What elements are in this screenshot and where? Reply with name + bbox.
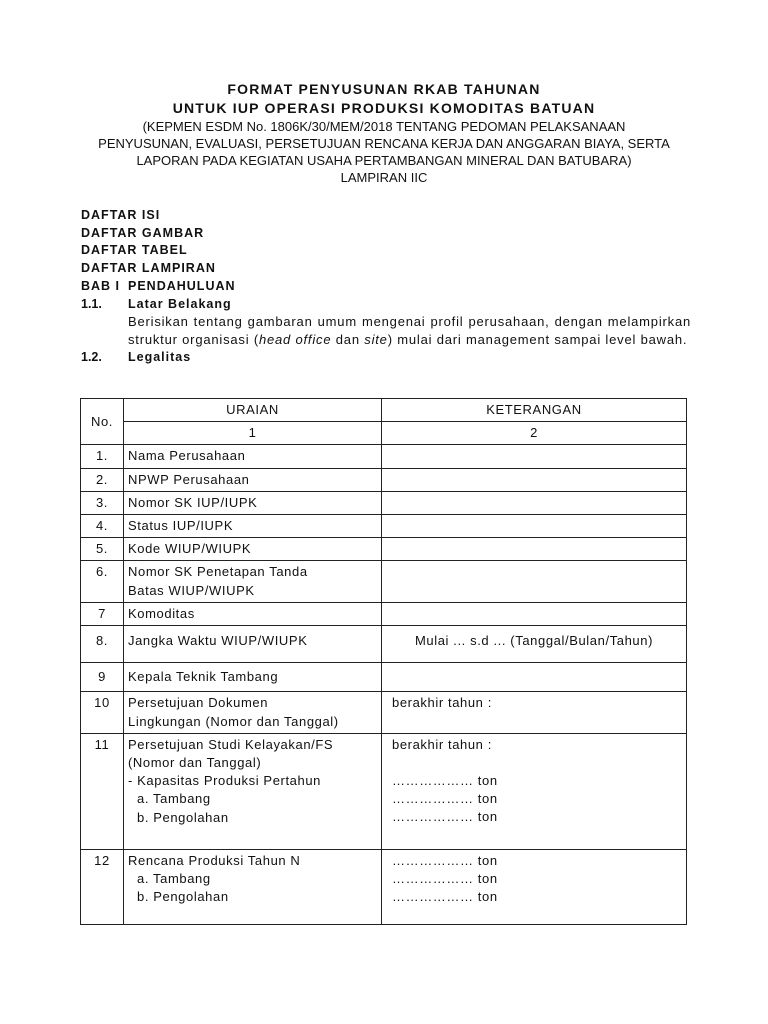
title-line-1: FORMAT PENYUSUNAN RKAB TAHUNAN bbox=[227, 81, 541, 97]
uraian-line: Nomor SK Penetapan Tanda bbox=[128, 564, 308, 580]
paragraph-italic-site: site bbox=[364, 332, 388, 348]
row-keterangan bbox=[382, 491, 687, 514]
toc-daftar-isi: DAFTAR ISI bbox=[81, 208, 161, 222]
row-uraian: Kepala Teknik Tambang bbox=[124, 663, 382, 692]
row-keterangan bbox=[382, 663, 687, 692]
background-paragraph bbox=[128, 313, 691, 349]
chapter-title: PENDAHULUAN bbox=[128, 278, 236, 293]
uraian-line: Persetujuan Studi Kelayakan/FS bbox=[128, 736, 334, 752]
table-column-number-row bbox=[81, 422, 687, 445]
header-no: No. bbox=[81, 399, 124, 445]
table-row bbox=[81, 733, 687, 849]
table-row bbox=[81, 561, 687, 602]
uraian-line: - Kapasitas Produksi Pertahun bbox=[128, 773, 321, 789]
keterangan-line: berakhir tahun : bbox=[392, 736, 492, 752]
keterangan-line: ……………… ton bbox=[392, 871, 498, 887]
keterangan-line: ……………… ton bbox=[392, 852, 498, 868]
keterangan-line: ……………… ton bbox=[392, 773, 498, 789]
row-number: 9 bbox=[81, 663, 124, 692]
keterangan-line: ……………… ton bbox=[392, 809, 498, 825]
row-uraian: Nomor SK IUP/IUPK bbox=[124, 491, 382, 514]
row-uraian: Jangka Waktu WIUP/WIUPK bbox=[124, 626, 382, 663]
uraian-line: (Nomor dan Tanggal) bbox=[128, 755, 262, 771]
header-keterangan: KETERANGAN bbox=[382, 399, 687, 422]
title-line-2: UNTUK IUP OPERASI PRODUKSI KOMODITAS BATUAN bbox=[172, 100, 596, 116]
row-uraian: Kode WIUP/WIUPK bbox=[124, 538, 382, 561]
paragraph-italic-head-office: head office bbox=[258, 332, 332, 348]
row-number: 8. bbox=[81, 626, 124, 663]
row-uraian: Status IUP/IUPK bbox=[124, 515, 382, 538]
uraian-line: a. Tambang bbox=[137, 871, 211, 887]
table-row bbox=[81, 491, 687, 514]
paragraph-text: Berisikan tentang gambaran umum mengenai profil perusahaan, dengan melampirkan struktur organisasi ( bbox=[128, 314, 691, 348]
row-keterangan bbox=[382, 515, 687, 538]
section-title: Latar Belakang bbox=[128, 296, 232, 311]
row-keterangan bbox=[382, 468, 687, 491]
row-number: 6. bbox=[81, 561, 124, 602]
toc-daftar-gambar: DAFTAR GAMBAR bbox=[81, 225, 205, 240]
uraian-line: a. Tambang bbox=[137, 791, 211, 807]
row-number: 1. bbox=[81, 445, 124, 468]
row-number: 10 bbox=[81, 692, 124, 733]
document-header bbox=[60, 80, 708, 186]
table-row bbox=[81, 663, 687, 692]
column-number-1: 1 bbox=[124, 422, 382, 445]
row-keterangan bbox=[382, 602, 687, 625]
table-row bbox=[81, 538, 687, 561]
row-number: 2. bbox=[81, 468, 124, 491]
table-row bbox=[81, 515, 687, 538]
table-row bbox=[81, 626, 687, 663]
chapter-number: BAB I bbox=[81, 278, 121, 293]
table-header-row bbox=[81, 399, 687, 422]
section-title: Legalitas bbox=[128, 350, 192, 365]
toc-daftar-lampiran: DAFTAR LAMPIRAN bbox=[81, 261, 216, 276]
row-uraian: Komoditas bbox=[124, 602, 382, 625]
row-number: 5. bbox=[81, 538, 124, 561]
keterangan-line: ……………… ton bbox=[392, 791, 498, 807]
row-keterangan bbox=[382, 849, 687, 925]
subtitle-line-2: PENYUSUNAN, EVALUASI, PERSETUJUAN RENCANA KERJA DAN ANGGARAN BIAYA, SERTA bbox=[98, 136, 670, 151]
table-row bbox=[81, 602, 687, 625]
subtitle-line-3: LAPORAN PADA KEGIATAN USAHA PERTAMBANGAN MINERAL DAN BATUBARA) bbox=[136, 153, 632, 168]
row-keterangan bbox=[382, 538, 687, 561]
row-keterangan bbox=[382, 561, 687, 602]
row-number: 4. bbox=[81, 515, 124, 538]
uraian-line: Rencana Produksi Tahun N bbox=[128, 852, 301, 868]
blank-line bbox=[392, 754, 682, 772]
toc-daftar-tabel: DAFTAR TABEL bbox=[81, 243, 188, 258]
table-of-contents bbox=[81, 207, 691, 367]
row-uraian bbox=[124, 692, 382, 733]
row-number: 12 bbox=[81, 849, 124, 925]
table-row bbox=[81, 849, 687, 925]
legalitas-table bbox=[80, 398, 687, 925]
chapter-heading bbox=[81, 278, 691, 296]
row-keterangan: berakhir tahun : bbox=[382, 692, 687, 733]
subtitle-line-4: LAMPIRAN IIC bbox=[340, 170, 428, 185]
keterangan-line: ……………… ton bbox=[392, 889, 498, 905]
table-row bbox=[81, 692, 687, 733]
row-number: 11 bbox=[81, 733, 124, 849]
table-row bbox=[81, 445, 687, 468]
column-number-2: 2 bbox=[382, 422, 687, 445]
table-row bbox=[81, 468, 687, 491]
header-uraian: URAIAN bbox=[124, 399, 382, 422]
uraian-line: b. Pengolahan bbox=[137, 809, 229, 825]
row-keterangan: Mulai ... s.d ... (Tanggal/Bulan/Tahun) bbox=[382, 626, 687, 663]
paragraph-text: ) mulai dari management sampai level bawah. bbox=[387, 332, 688, 348]
row-keterangan bbox=[382, 445, 687, 468]
section-1-2-heading bbox=[81, 349, 691, 367]
row-number: 7 bbox=[81, 602, 124, 625]
row-number: 3. bbox=[81, 491, 124, 514]
uraian-line: b. Pengolahan bbox=[137, 889, 229, 905]
uraian-line: Persetujuan Dokumen bbox=[128, 695, 269, 711]
row-keterangan bbox=[382, 733, 687, 849]
section-number: 1.2. bbox=[81, 350, 102, 365]
row-uraian bbox=[124, 849, 382, 925]
row-uraian: Nama Perusahaan bbox=[124, 445, 382, 468]
section-1-1-heading bbox=[81, 296, 691, 314]
section-number: 1.1. bbox=[81, 296, 102, 311]
uraian-line: Batas WIUP/WIUPK bbox=[128, 582, 255, 598]
row-uraian bbox=[124, 561, 382, 602]
uraian-line: Lingkungan (Nomor dan Tanggal) bbox=[128, 713, 339, 729]
subtitle-line-1: (KEPMEN ESDM No. 1806K/30/MEM/2018 TENTANG PEDOMAN PELAKSANAAN bbox=[142, 119, 626, 134]
row-uraian: NPWP Perusahaan bbox=[124, 468, 382, 491]
row-uraian bbox=[124, 733, 382, 849]
paragraph-text: dan bbox=[331, 332, 365, 348]
